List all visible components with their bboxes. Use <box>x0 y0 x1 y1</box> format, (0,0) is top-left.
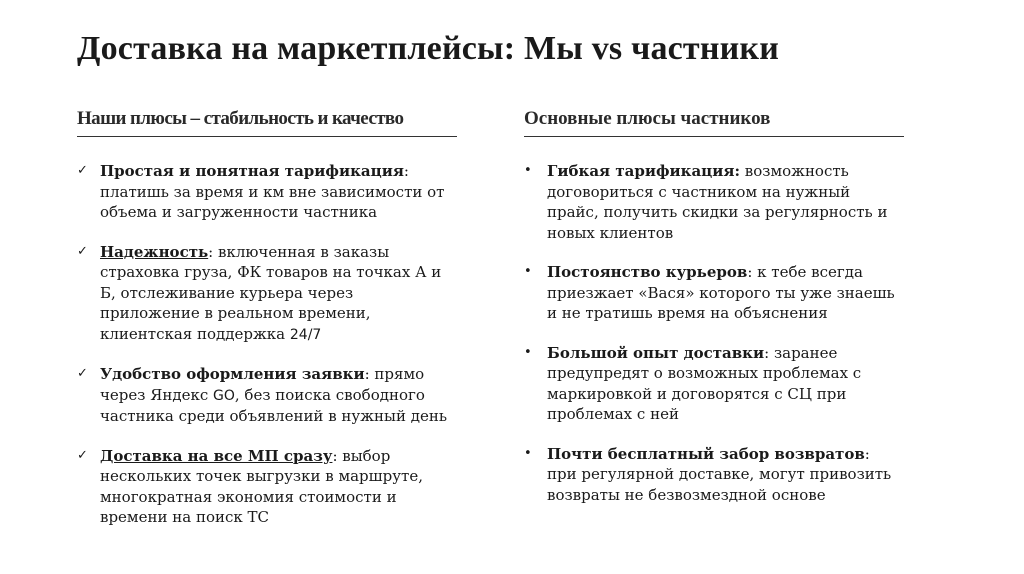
item-lead: Гибкая тарификация: <box>547 162 741 180</box>
list-item <box>524 343 904 425</box>
our-advantages-list <box>77 161 457 528</box>
bullet-icon: • <box>524 445 532 461</box>
bullet-icon: • <box>524 163 532 178</box>
list-item <box>77 242 457 346</box>
item-text: : платишь за время и км вне зависимости от объема и загруженности частника <box>100 162 445 221</box>
item-text-brand: GO <box>213 387 235 404</box>
item-text: : при регулярной доставке, могут привозить возвраты не безвозмездной основе <box>547 444 892 504</box>
item-text-tail: 24/7 <box>289 326 322 343</box>
item-lead: Большой опыт доставки <box>547 343 765 362</box>
bullet-icon: • <box>524 344 532 360</box>
list-item <box>524 444 904 506</box>
checkmark-icon: ✓ <box>77 163 88 178</box>
list-item <box>77 446 457 528</box>
bullet-icon: • <box>524 264 532 279</box>
list-item <box>524 262 904 324</box>
page-title: Доставка на маркетплейсы: Мы vs частники <box>77 30 779 67</box>
item-text: : прямо через Яндекс <box>100 365 425 404</box>
item-text-continued: , без поиска свободного частника среди объявлений в нужный день <box>100 385 448 425</box>
checkmark-icon: ✓ <box>77 243 88 259</box>
item-lead: Надежность <box>100 242 209 261</box>
checkmark-icon: ✓ <box>77 447 88 463</box>
item-text: : к тебе всегда приезжает «Вася» которого ты уже знаешь и не тратишь время на объяснения <box>547 263 895 322</box>
checkmark-icon: ✓ <box>77 366 88 381</box>
item-text: : выбор нескольких точек выгрузки в маршруте, многократная экономия стоимости и времени на поиск ТС <box>100 446 423 526</box>
list-item <box>77 161 457 223</box>
item-lead: Простая и понятная тарификация <box>100 162 404 180</box>
item-lead: Удобство оформления заявки <box>100 365 365 383</box>
item-text: : включенная в заказы страховка груза, ФК товаров на точках А и Б, отслеживание курьера через приложение в реальном времени, клиентская поддержка <box>100 242 442 343</box>
item-lead: Постоянство курьеров <box>547 263 748 281</box>
item-text: : заранее предупредят о возможных проблемах с маркировкой и договорятся с СЦ при проблемах с ней <box>547 343 862 423</box>
item-lead: Почти бесплатный забор возвратов <box>547 444 865 463</box>
our-advantages-column <box>77 108 457 547</box>
our-advantages-heading: Наши плюсы – стабильность и качество <box>77 108 457 137</box>
item-text: возможность договориться с частником на нужный прайс, получить скидки за регулярность и новых клиентов <box>547 162 888 242</box>
private-carriers-column <box>524 108 904 524</box>
private-carriers-list <box>524 161 904 505</box>
list-item <box>77 364 457 427</box>
private-carriers-heading: Основные плюсы частников <box>524 108 904 137</box>
item-lead: Доставка на все МП сразу <box>100 446 333 465</box>
list-item <box>524 161 904 243</box>
